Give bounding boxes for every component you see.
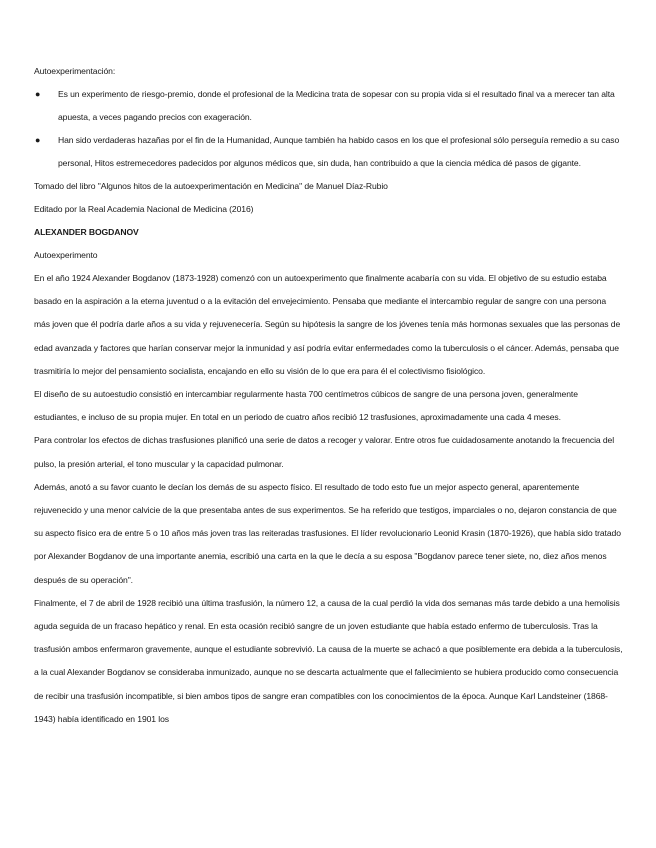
intro-label: Autoexperimentación:	[34, 66, 116, 76]
section-subheading: Autoexperimento	[34, 250, 98, 260]
bullet-icon: ●	[35, 135, 41, 145]
body-paragraph: El diseño de su autoestudio consistió en intercambiar regularmente hasta 700 centímetros cúbicos de sangre de una persona joven, generalmente estudiantes, e incluso de su propia mujer. En total en un periodo de cuatro años recibió 12 trasfusiones, aproximadamente una cada 4 meses.	[34, 389, 578, 423]
bullet-icon: ●	[35, 89, 41, 99]
list-item	[34, 129, 624, 175]
body-paragraph: Además, anotó a su favor cuanto le decían los demás de su aspecto físico. El resultado de todo esto fue un mejor aspecto general, aparentemente rejuvenecido y una menor calvicie de la que presentaba antes de sus experimentos. Se ha referido que testigos, imparciales o no, dejaron constancia de que su aspecto físico era de entre 5 o 10 años más joven tras las reiteradas trasfusiones. El líder revolucionario Leonid Krasin (1870-1926), que había sido tratado por Alexander Bogdanov de una importante anemia, escribió una carta en la que le decía a su esposa "Bogdanov parece tener siete, no, diez años menos después de su operación".	[34, 481, 621, 585]
publisher-citation: Editado por la Real Academia Nacional de Medicina (2016)	[34, 204, 254, 214]
section-heading: ALEXANDER BOGDANOV	[34, 227, 139, 237]
document-page	[34, 60, 624, 731]
body-paragraph: Para controlar los efectos de dichas trasfusiones planificó una serie de datos a recoger y valorar. Entre otros fue cuidadosamente anotando la frecuencia del pulso, la presión arterial, el tono muscular y la capacidad pulmonar.	[34, 435, 615, 469]
bullet-text: Es un experimento de riesgo-premio, donde el profesional de la Medicina trata de sopesar con su propia vida si el resultado final va a merecer tan alta apuesta, a veces pagando precios con exageración.	[58, 89, 615, 122]
body-paragraph: En el año 1924 Alexander Bogdanov (1873-1928) comenzó con un autoexperimento que finalmente acabaría con su vida. El objetivo de su estudio estaba basado en la aspiración a la eterna juventud o a la evitación del envejecimiento. Pensaba que mediante el intercambio regular de sangre con una persona más joven que él podría darle años a su vida y rejuvenecería. Según su hipótesis la sangre de los jóvenes tenía más hormonas sexuales que las personas de edad avanzada y factores que harían conservar mejor la inmunidad y así podría evitar enfermedades como la tuberculosis o el cáncer. Además, pensaba que trasmitiría lo mejor del pensamiento socialista, encajando en ello su visión de lo que era para él el colectivismo fisiológico.	[34, 273, 621, 376]
source-citation: Tomado del libro "Algunos hitos de la autoexperimentación en Medicina" de Manuel Díaz-Rubio	[34, 181, 388, 191]
bullet-text: Han sido verdaderas hazañas por el fin de la Humanidad, Aunque también ha habido casos en los que el profesional sólo perseguía remedio a su caso personal, Hitos estremecedores padecidos por algunos médicos que, sin duda, han contribuido a que la ciencia médica dé pasos de gigante.	[58, 135, 620, 168]
list-item	[34, 83, 624, 129]
intro-bullet-list	[34, 83, 624, 175]
body-paragraph: Finalmente, el 7 de abril de 1928 recibió una última trasfusión, la número 12, a causa de la cual perdió la vida dos semanas más tarde debido a una hemolisis aguda seguida de un fracaso hepático y renal. En esta ocasión recibió sangre de un joven estudiante que había estado enfermo de tuberculosis. Tras la trasfusión ambos enfermaron gravemente, aunque el estudiante sobrevivió. La causa de la muerte se achacó a que posiblemente era debida a la tuberculosis, a la cual Alexander Bogdanov se consideraba inmunizado, aunque no se descarta actualmente que el fallecimiento se hubiera producido como consecuencia de recibir una trasfusión incompatible, si bien ambos tipos de sangre eran compatibles con los conocimientos de la época. Aunque Karl Landsteiner (1868-1943) había identificado en 1901 los	[34, 597, 623, 724]
